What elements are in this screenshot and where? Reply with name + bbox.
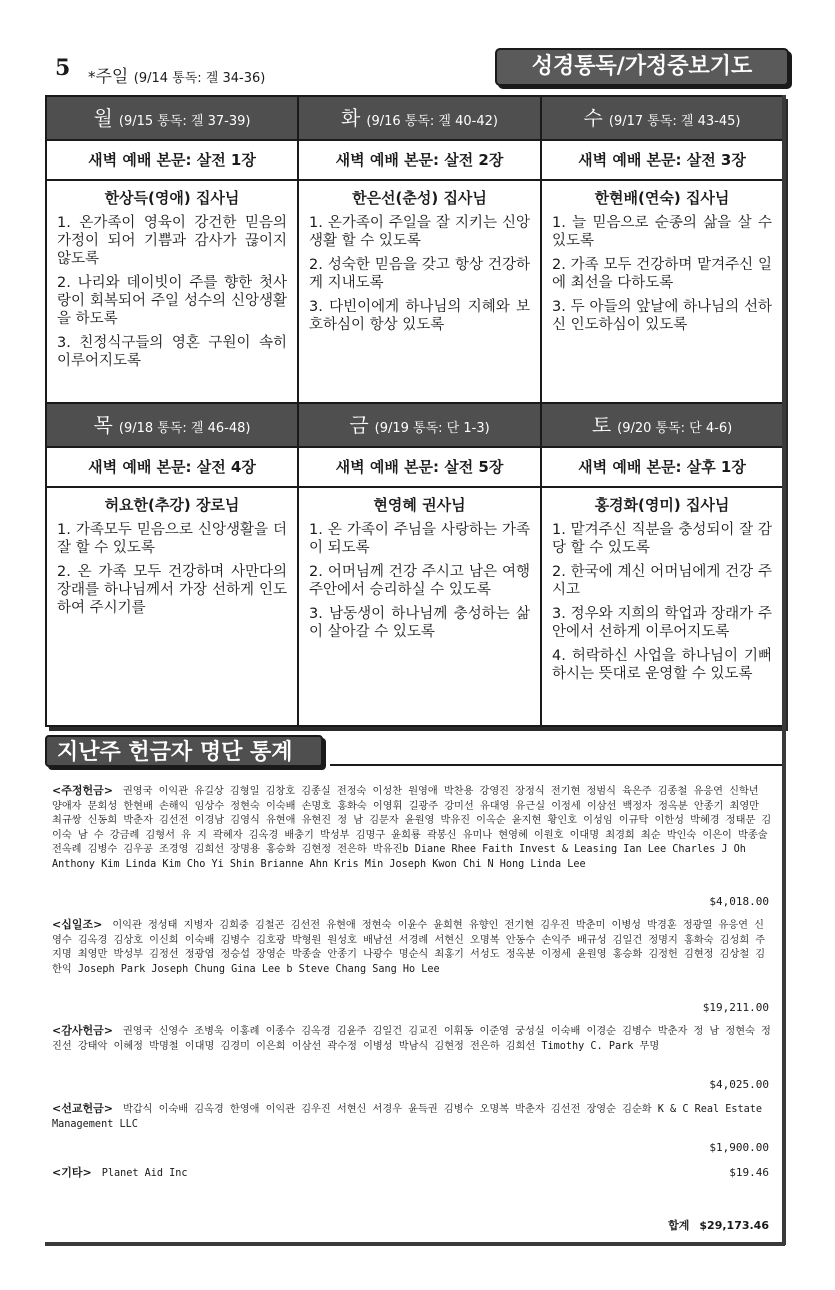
prayer-item: 3. 친정식구들의 영혼 구원이 속히 이루어지도록 — [57, 335, 287, 369]
offering-amount: $1,900.00 — [709, 1141, 769, 1154]
prayer-item: 3. 두 아들의 앞날에 하나님의 선하신 인도하심이 있도록 — [552, 299, 772, 333]
day-header — [542, 97, 782, 141]
day-header — [299, 97, 540, 141]
prayer-item: 2. 가족 모두 건강하며 맡겨주신 일에 최선을 다하도록 — [552, 257, 772, 291]
day-reading: (9/17 통독: 겔 43-45) — [608, 114, 741, 129]
day-header — [299, 404, 540, 448]
person-name: 한상득(영애) 집사님 — [104, 189, 240, 207]
offering-category: <감사헌금> — [52, 1024, 113, 1037]
offering-names: Planet Aid Inc — [101, 1168, 188, 1179]
prayer-item: 3. 남동생이 하나님께 충성하는 삶이 살아갈 수 있도록 — [309, 606, 530, 640]
offering-block-thanks — [52, 1024, 772, 1054]
day-header — [542, 404, 782, 448]
page-border-bottom — [45, 1242, 785, 1246]
offering-amount: $19,211.00 — [702, 1001, 769, 1014]
day-name: 금 — [349, 413, 369, 437]
prayer-item: 1. 온 가족이 주님을 사랑하는 가족이 되도록 — [309, 522, 530, 556]
day-cell-fri — [299, 404, 542, 725]
prayer-item: 3. 다빈이에게 하나님의 지혜와 보호하심이 항상 있도록 — [309, 299, 530, 333]
sunday-reading-range: (9/14 통독: 겔 34-36) — [133, 71, 266, 86]
prayer-item: 2. 온 가족 모두 건강하며 사만다의 장래를 하나님께서 가장 선하게 인도하여 주시기를 — [57, 564, 287, 616]
prayer-item: 2. 성숙한 믿음을 갖고 항상 건강하게 지내도록 — [309, 257, 530, 291]
prayer-item: 2. 한국에 계신 어머님에게 건강 주시고 — [552, 564, 772, 598]
offering-names: 박갑식 이숙배 김옥경 한영애 이익관 김우진 서현신 서경우 윤득권 김병수 오명복 박춘자 김선전 장영순 김순화 K & C Real Estate Management LLC — [52, 1104, 763, 1130]
prayer-schedule-table — [45, 95, 784, 727]
sunday-label: 주일 — [95, 67, 129, 87]
day-name: 수 — [583, 106, 603, 130]
page-title: 성경통독/가정중보기도 — [495, 48, 789, 86]
sunday-reading — [88, 62, 265, 87]
offering-names: 이익관 정성태 지병자 김희중 김철곤 김선전 유현애 정현숙 이윤수 윤희현 유향인 전기현 김우진 박춘미 이병성 박경훈 정광열 유응연 신영수 김옥경 김상호 이신희 이숙배 김병수 김호광 박형원 원성호 배남선 서경례 서현신 오명복 안동수 손익주 배규성 김일건 정명지 홍화숙 김성희 주지명 최영만 박성부 김정선 정광엽 정승섭 장영순 박종술 안종기 나광수 명순식 최홍기 서성도 정옥분 이정세 윤원영 홍승화 김정헌 김현정 김상철 김한익 Joseph Park Joseph Chung Gina Lee b Steve Chang Sang Ho Lee — [52, 920, 766, 975]
day-cell-wed — [542, 97, 782, 402]
day-reading: (9/20 통독: 단 4-6) — [617, 421, 733, 436]
day-name: 토 — [591, 413, 612, 437]
prayer-item: 1. 온가족이 주일을 잘 지키는 신앙생활 할 수 있도록 — [309, 215, 530, 249]
total-amount: $29,173.46 — [699, 1219, 769, 1232]
offering-total — [668, 1217, 769, 1233]
page-border-right — [782, 95, 786, 1245]
day-reading: (9/18 통독: 겔 46-48) — [118, 421, 251, 436]
person-name: 한은선(춘성) 집사님 — [352, 189, 487, 207]
person-name: 한현배(연숙) 집사님 — [594, 189, 730, 207]
offering-amount: $4,025.00 — [709, 1078, 769, 1091]
person-name: 홍경화(영미) 집사님 — [594, 496, 730, 514]
prayer-item: 1. 온가족이 영육이 강건한 믿음의 가정이 되어 기쁨과 감사가 끊이지 않도록 — [57, 215, 287, 267]
day-cell-tue — [299, 97, 542, 402]
day-name: 목 — [93, 413, 113, 437]
sermon-text: 새벽 예배 본문: 살전 4장 — [47, 448, 297, 488]
day-name: 월 — [93, 106, 113, 130]
day-name: 화 — [341, 106, 361, 130]
prayer-item: 2. 어머님께 건강 주시고 남은 여행 주안에서 승리하실 수 있도록 — [309, 564, 530, 598]
day-header — [47, 97, 297, 141]
sermon-text: 새벽 예배 본문: 살후 1장 — [542, 448, 782, 488]
offering-category: <십일조> — [52, 918, 103, 931]
divider — [330, 764, 785, 766]
offering-summary-title: 지난주 헌금자 명단 통계 — [45, 735, 323, 767]
star-marker: * — [88, 68, 96, 86]
day-cell-sat — [542, 404, 782, 725]
prayer-item: 3. 정우와 지희의 학업과 장래가 주안에서 선하게 이루어지도록 — [552, 606, 772, 640]
day-header — [47, 404, 297, 448]
schedule-row-bottom — [47, 404, 782, 725]
offering-block-tithe — [52, 918, 772, 977]
day-reading: (9/19 통독: 단 1-3) — [374, 421, 490, 436]
person-name: 현영혜 권사님 — [373, 496, 466, 514]
offering-block-other — [52, 1166, 772, 1182]
prayer-item: 2. 나리와 데이빗이 주를 향한 첫사랑이 회복되어 주일 성수의 신앙생활을 하도록 — [57, 275, 287, 327]
prayer-item: 1. 늘 믿음으로 순종의 삶을 살 수 있도록 — [552, 215, 772, 249]
sermon-text: 새벽 예배 본문: 살전 5장 — [299, 448, 540, 488]
prayer-item: 4. 허락하신 사업을 하나님이 기뻐하시는 뜻대로 운영할 수 있도록 — [552, 648, 772, 682]
sermon-text: 새벽 예배 본문: 살전 1장 — [47, 141, 297, 181]
offering-category: <선교헌금> — [52, 1102, 113, 1115]
offering-names: 권영국 신영수 조병욱 이홍례 이종수 김옥경 김윤주 김일건 김교진 이휘동 이준영 궁성실 이숙배 이경순 김병수 박춘자 정 남 정현숙 정진선 강태악 이혜정 박명철 이대명 김경미 이은희 이삼선 곽수정 이병성 박남식 김현정 전은하 김희선 Timothy C. Park 무명 — [52, 1026, 771, 1052]
prayer-item: 1. 맡겨주신 직분을 충성되이 잘 감당 할 수 있도록 — [552, 522, 772, 556]
sermon-text: 새벽 예배 본문: 살전 2장 — [299, 141, 540, 181]
offering-block-mission — [52, 1102, 772, 1132]
offering-category: <기타> — [52, 1166, 92, 1179]
schedule-row-top — [47, 97, 782, 404]
day-reading: (9/15 통독: 겔 37-39) — [118, 114, 251, 129]
offering-amount: $19.46 — [729, 1166, 769, 1179]
day-reading: (9/16 통독: 겔 40-42) — [366, 114, 498, 129]
offering-block-main — [52, 784, 772, 872]
page-number: 5 — [55, 55, 71, 81]
sermon-text: 새벽 예배 본문: 살전 3장 — [542, 141, 782, 181]
prayer-item: 1. 가족모두 믿음으로 신앙생활을 더 잘 할 수 있도록 — [57, 522, 287, 556]
offering-category: <주정헌금> — [52, 784, 113, 797]
offering-amount: $4,018.00 — [709, 895, 769, 908]
day-cell-mon — [47, 97, 299, 402]
offering-names: 권영국 이익관 유길상 김형일 김창호 김종실 전정숙 이성찬 원영애 박찬용 강영진 장정식 전기현 정범식 육은주 김종철 유응연 신학년 양애자 문회성 한현배 손해익 임상수 정현숙 이숙배 손명호 홍화숙 이영휘 길광주 강미선 유대영 유근실 이정세 이삼선 백정자 정옥분 안종기 최영만 최규쌍 신동희 박춘자 김선전 이경남 김영식 유현애 유현진 정 남 김문자 윤원영 박유진 이옥순 윤지현 황인호 이성임 이규탁 이한성 박혜경 정태문 김이숙 남 수 강금례 김형서 유 지 곽혜자 김옥경 배충기 박성부 김명구 윤희룡 곽봉신 유미나 현영혜 이원호 이대명 최경희 최순 박인숙 이은이 박종술 전옥례 김병수 김우공 조경영 김희선 장명용 홍승화 김현정 전은하 박유진b Diane Rhee Faith Invest & Leasing Ian Lee Charles J Oh Anthony Kim Linda Kim Cho Yi Shin Brianne Ahn Kris Min Joseph Kwon Chi N Hong Linda Lee — [52, 786, 772, 870]
total-label: 합계 — [668, 1219, 690, 1232]
day-cell-thu — [47, 404, 299, 725]
person-name: 허요한(추강) 장로님 — [104, 496, 240, 514]
